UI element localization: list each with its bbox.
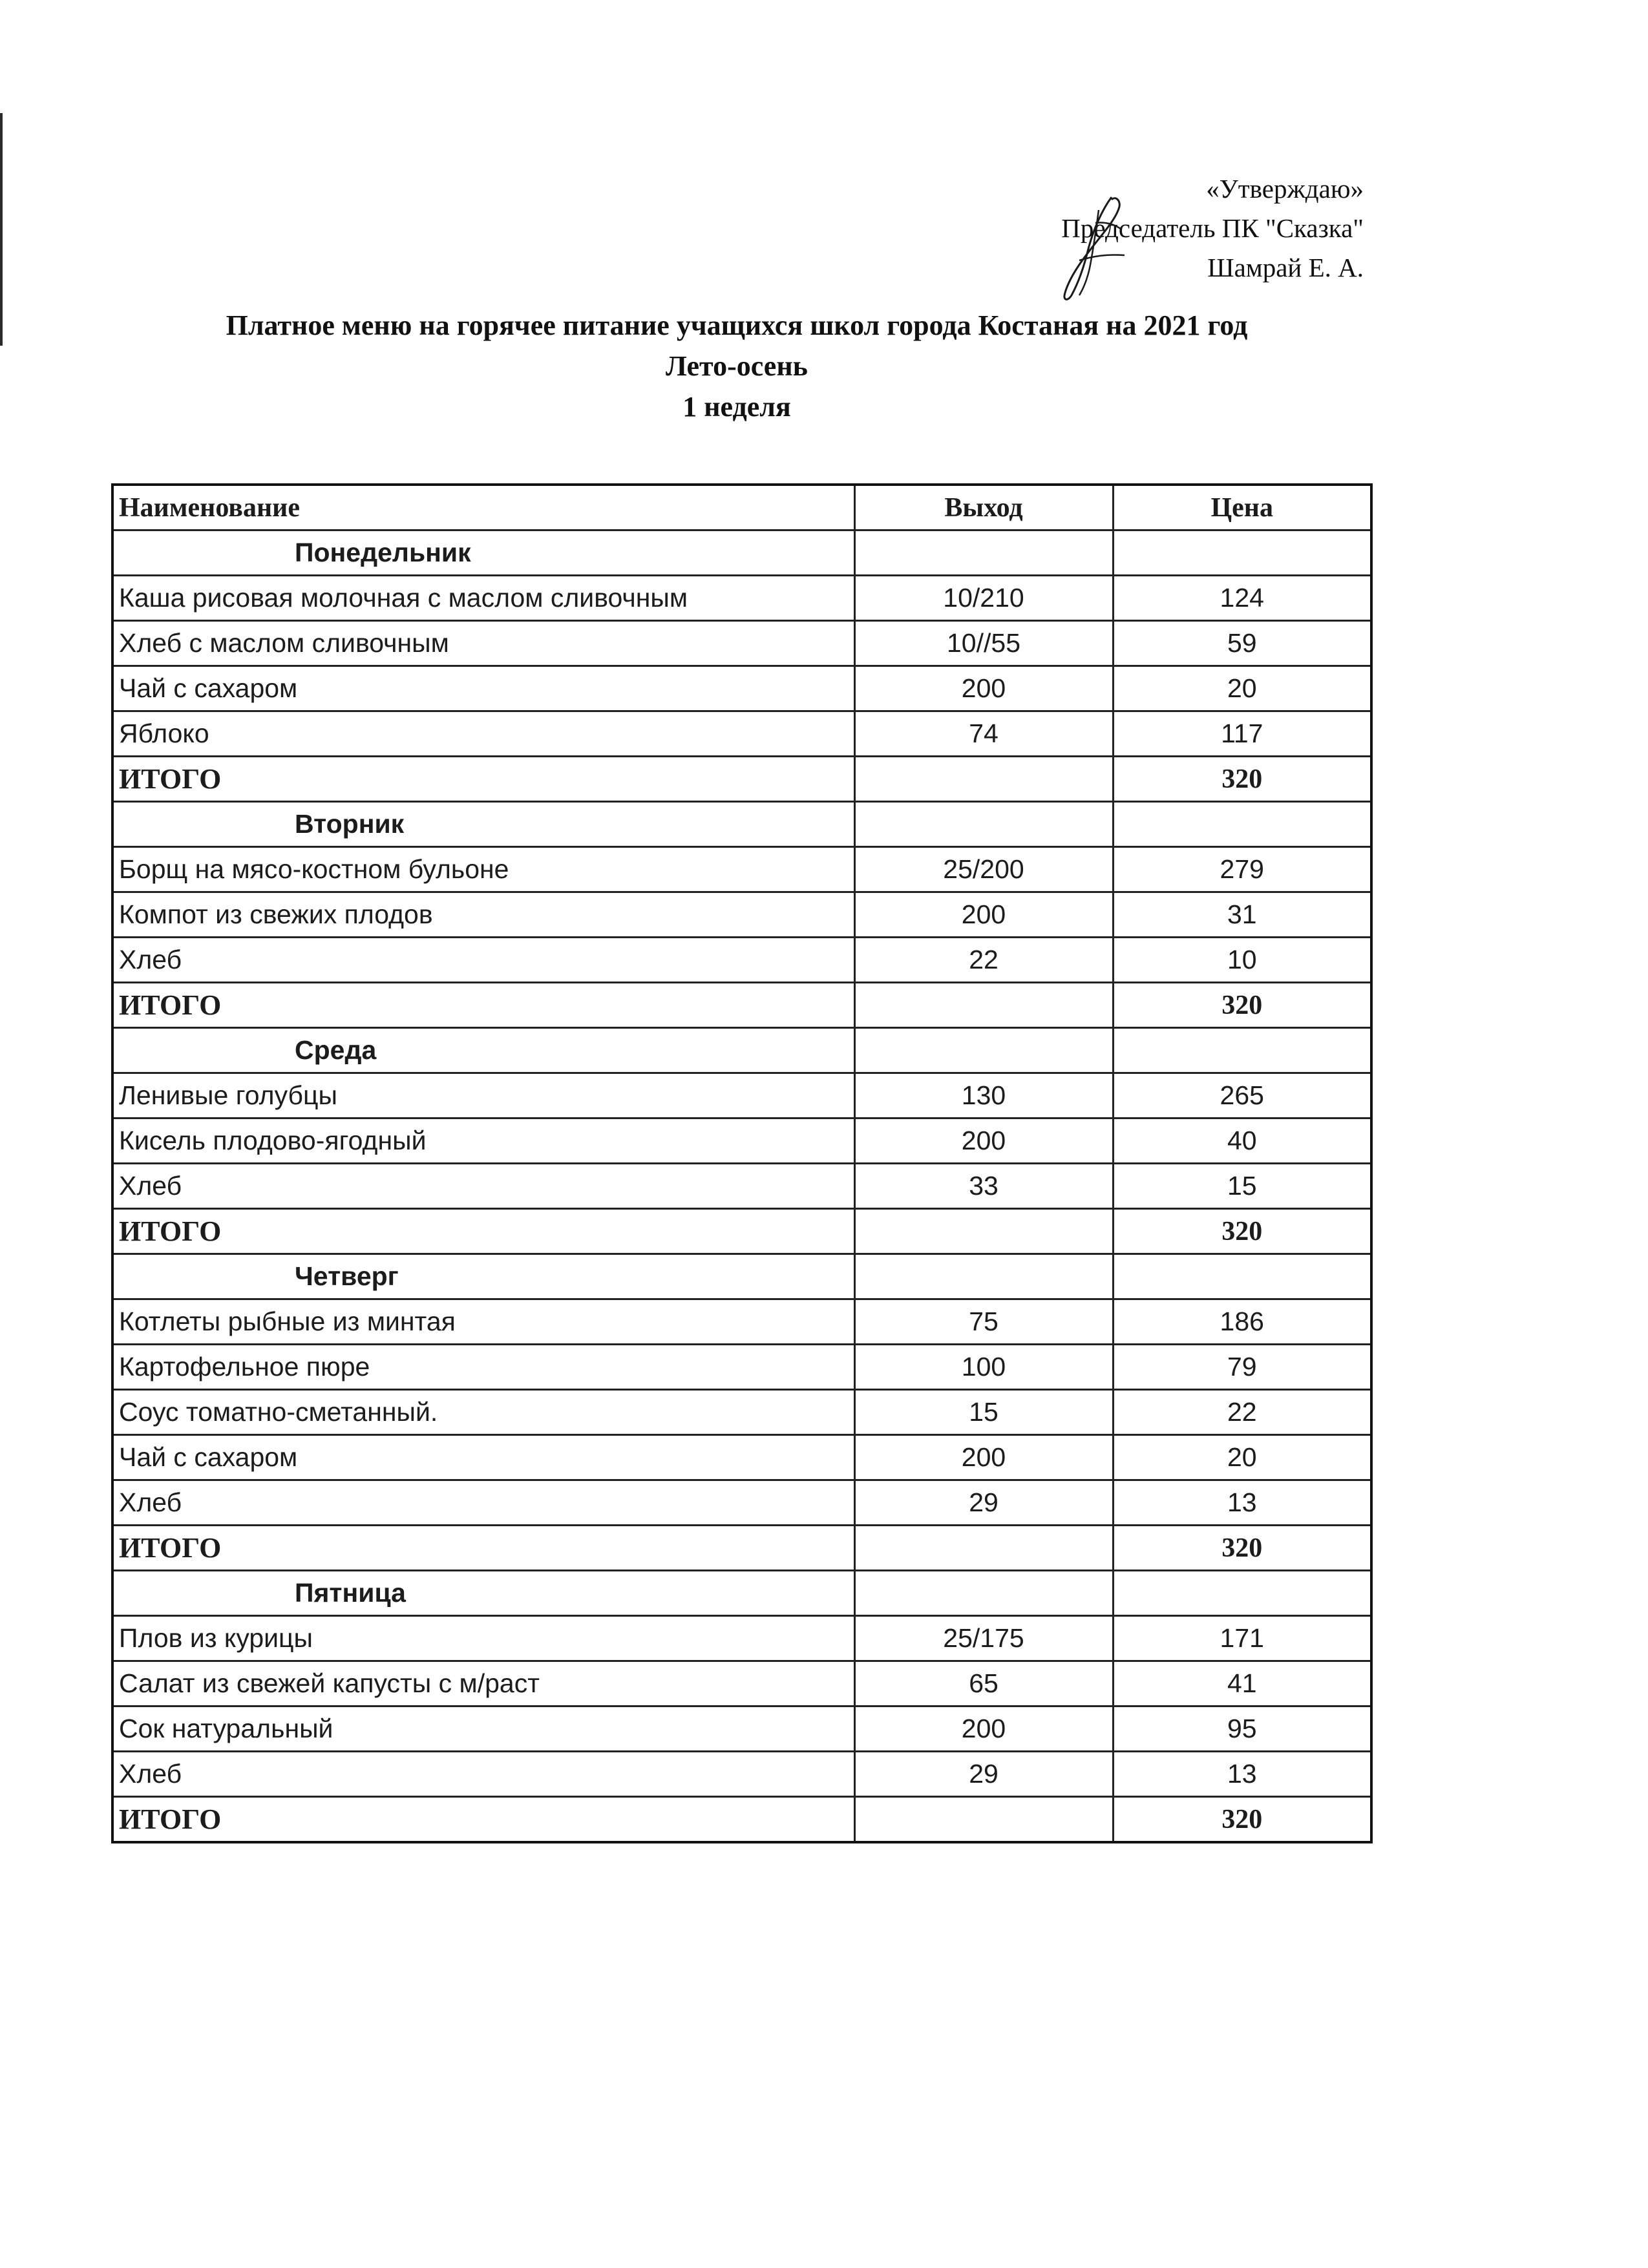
table-row	[112, 576, 1371, 621]
dish-yield: 29	[854, 1752, 1113, 1797]
day-price-empty	[1113, 802, 1371, 847]
day-price-empty	[1113, 1028, 1371, 1073]
dish-yield: 29	[854, 1480, 1113, 1526]
dish-yield: 100	[854, 1345, 1113, 1390]
day-price-empty	[1113, 1571, 1371, 1616]
title-line-1: Платное меню на горячее питание учащихся школ города Костаная на 2021 год	[226, 310, 1248, 341]
dish-price: 15	[1113, 1164, 1371, 1209]
dish-yield: 200	[854, 892, 1113, 938]
total-label: ИТОГО	[112, 1209, 854, 1254]
dish-name: Чай с сахаром	[112, 666, 854, 711]
day-header-row	[112, 530, 1371, 576]
dish-name: Хлеб	[112, 1480, 854, 1526]
dish-name: Кисель плодово-ягодный	[112, 1118, 854, 1164]
day-yield-empty	[854, 1028, 1113, 1073]
dish-yield: 33	[854, 1164, 1113, 1209]
dish-price: 124	[1113, 576, 1371, 621]
dish-yield: 200	[854, 666, 1113, 711]
total-yield-empty	[854, 757, 1113, 802]
dish-name: Яблоко	[112, 711, 854, 757]
table-row	[112, 1164, 1371, 1209]
total-row	[112, 983, 1371, 1028]
menu-table	[111, 483, 1373, 1843]
dish-name: Чай с сахаром	[112, 1435, 854, 1480]
table-row	[112, 1480, 1371, 1526]
day-header-row	[112, 1028, 1371, 1073]
dish-yield: 10//55	[854, 621, 1113, 666]
day-header-row	[112, 1571, 1371, 1616]
handwritten-signature	[1034, 184, 1157, 304]
table-row	[112, 1118, 1371, 1164]
dish-price: 10	[1113, 938, 1371, 983]
dish-name: Ленивые голубцы	[112, 1073, 854, 1118]
dish-name: Соус томатно-сметанный.	[112, 1390, 854, 1435]
dish-yield: 10/210	[854, 576, 1113, 621]
header-yield: Выход	[854, 485, 1113, 530]
dish-yield: 25/175	[854, 1616, 1113, 1661]
table-row	[112, 938, 1371, 983]
dish-price: 186	[1113, 1299, 1371, 1345]
dish-name: Салат из свежей капусты с м/раст	[112, 1661, 854, 1706]
dish-price: 117	[1113, 711, 1371, 757]
day-yield-empty	[854, 802, 1113, 847]
day-yield-empty	[854, 530, 1113, 576]
dish-yield: 25/200	[854, 847, 1113, 892]
dish-price: 59	[1113, 621, 1371, 666]
dish-price: 95	[1113, 1706, 1371, 1752]
dish-name: Хлеб	[112, 938, 854, 983]
table-row	[112, 1435, 1371, 1480]
dish-name: Хлеб	[112, 1752, 854, 1797]
day-name: Вторник	[112, 802, 854, 847]
table-header-row	[112, 485, 1371, 530]
table-row	[112, 1073, 1371, 1118]
day-header-row	[112, 802, 1371, 847]
day-yield-empty	[854, 1254, 1113, 1299]
dish-price: 279	[1113, 847, 1371, 892]
dish-yield: 75	[854, 1299, 1113, 1345]
scan-edge-mark	[0, 113, 3, 346]
day-name: Четверг	[112, 1254, 854, 1299]
table-row	[112, 1390, 1371, 1435]
day-yield-empty	[854, 1571, 1113, 1616]
total-yield-empty	[854, 1797, 1113, 1843]
dish-yield: 130	[854, 1073, 1113, 1118]
table-row	[112, 1345, 1371, 1390]
total-yield-empty	[854, 1526, 1113, 1571]
dish-name: Сок натуральный	[112, 1706, 854, 1752]
total-price: 320	[1113, 1797, 1371, 1843]
table-row	[112, 1616, 1371, 1661]
approval-line-2: Председатель ПК "Сказка"	[1061, 213, 1364, 243]
table-row	[112, 892, 1371, 938]
header-price: Цена	[1113, 485, 1371, 530]
dish-yield: 15	[854, 1390, 1113, 1435]
dish-price: 41	[1113, 1661, 1371, 1706]
document-title	[129, 305, 1344, 427]
dish-name: Каша рисовая молочная с маслом сливочным	[112, 576, 854, 621]
total-row	[112, 757, 1371, 802]
dish-yield: 65	[854, 1661, 1113, 1706]
dish-yield: 22	[854, 938, 1113, 983]
total-row	[112, 1526, 1371, 1571]
dish-name: Хлеб с маслом сливочным	[112, 621, 854, 666]
total-yield-empty	[854, 1209, 1113, 1254]
total-yield-empty	[854, 983, 1113, 1028]
total-price: 320	[1113, 1209, 1371, 1254]
header-name: Наименование	[112, 485, 854, 530]
total-label: ИТОГО	[112, 983, 854, 1028]
table-row	[112, 1661, 1371, 1706]
dish-name: Картофельное пюре	[112, 1345, 854, 1390]
total-row	[112, 1797, 1371, 1843]
dish-yield: 200	[854, 1435, 1113, 1480]
day-price-empty	[1113, 1254, 1371, 1299]
dish-price: 20	[1113, 1435, 1371, 1480]
dish-price: 265	[1113, 1073, 1371, 1118]
dish-price: 20	[1113, 666, 1371, 711]
total-label: ИТОГО	[112, 757, 854, 802]
approval-line-3: Шамрай Е. А.	[1207, 253, 1364, 282]
total-price: 320	[1113, 1526, 1371, 1571]
day-price-empty	[1113, 530, 1371, 576]
dish-price: 171	[1113, 1616, 1371, 1661]
day-name: Среда	[112, 1028, 854, 1073]
dish-yield: 200	[854, 1706, 1113, 1752]
total-label: ИТОГО	[112, 1526, 854, 1571]
dish-name: Борщ на мясо-костном бульоне	[112, 847, 854, 892]
dish-yield: 74	[854, 711, 1113, 757]
dish-price: 13	[1113, 1480, 1371, 1526]
total-price: 320	[1113, 757, 1371, 802]
approval-line-1: «Утверждаю»	[1206, 174, 1364, 204]
dish-price: 40	[1113, 1118, 1371, 1164]
dish-name: Хлеб	[112, 1164, 854, 1209]
dish-name: Компот из свежих плодов	[112, 892, 854, 938]
dish-price: 13	[1113, 1752, 1371, 1797]
day-header-row	[112, 1254, 1371, 1299]
total-price: 320	[1113, 983, 1371, 1028]
dish-price: 22	[1113, 1390, 1371, 1435]
dish-name: Плов из курицы	[112, 1616, 854, 1661]
day-name: Понедельник	[112, 530, 854, 576]
total-label: ИТОГО	[112, 1797, 854, 1843]
menu-body	[112, 530, 1371, 1843]
table-row	[112, 1752, 1371, 1797]
dish-price: 31	[1113, 892, 1371, 938]
total-row	[112, 1209, 1371, 1254]
table-row	[112, 1299, 1371, 1345]
table-row	[112, 1706, 1371, 1752]
table-row	[112, 711, 1371, 757]
table-row	[112, 666, 1371, 711]
table-row	[112, 621, 1371, 666]
dish-name: Котлеты рыбные из минтая	[112, 1299, 854, 1345]
day-name: Пятница	[112, 1571, 854, 1616]
dish-yield: 200	[854, 1118, 1113, 1164]
table-row	[112, 847, 1371, 892]
dish-price: 79	[1113, 1345, 1371, 1390]
title-line-3: 1 неделя	[682, 391, 791, 423]
title-line-2: Лето-осень	[666, 350, 808, 382]
